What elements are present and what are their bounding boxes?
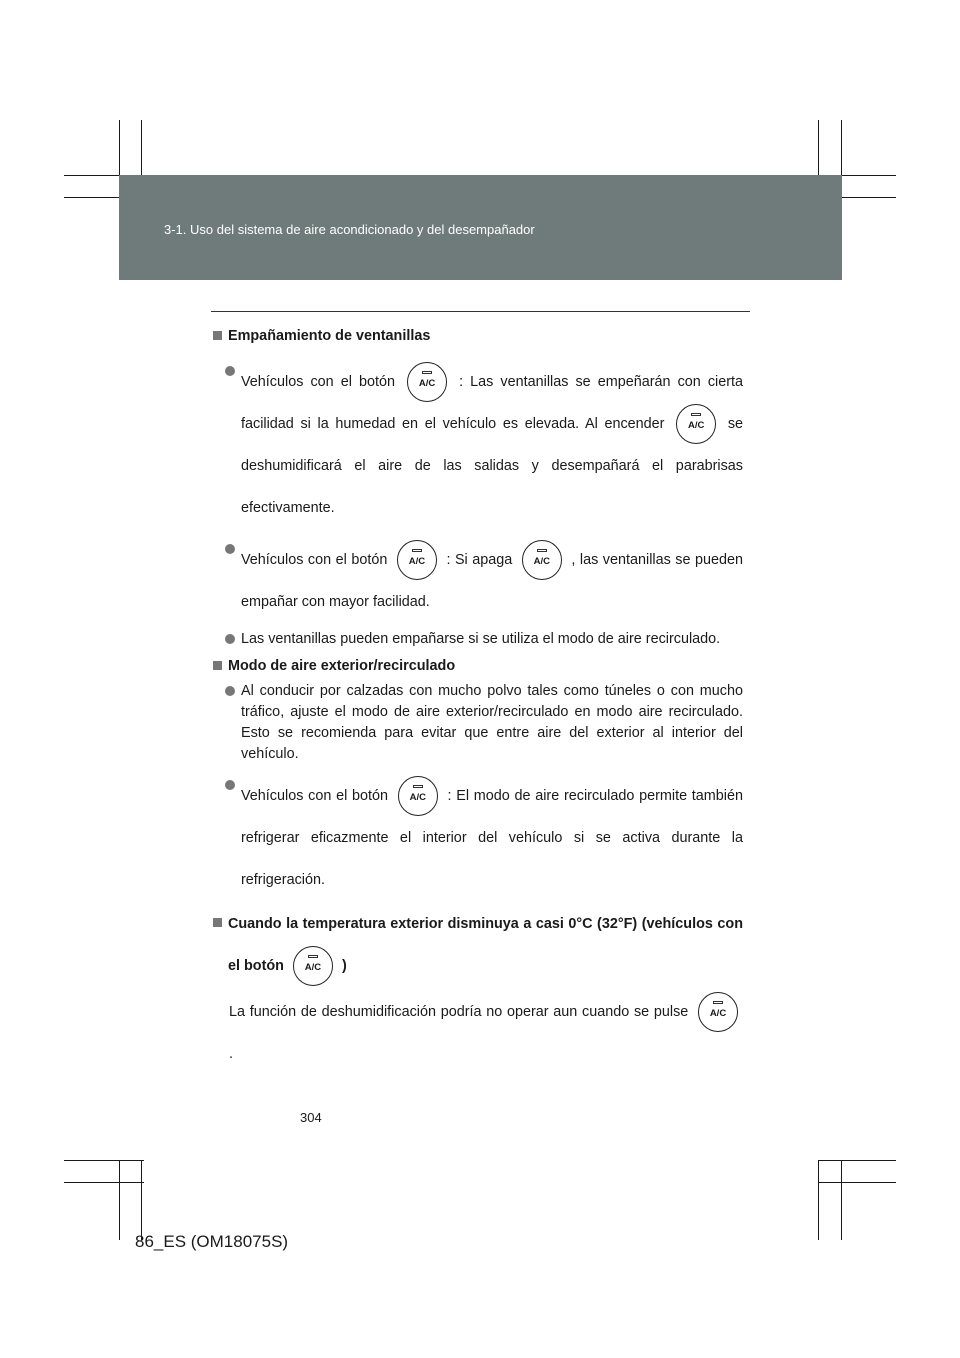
item-text: Al conducir por calzadas con mucho polvo tales como túneles o con mucho tráfico, ajuste el modo de aire exterior/recirculado en modo aire recirculado. Esto se recomienda para evitar que entre aire del exterior al interior del vehículo.	[241, 683, 743, 762]
item-text: Vehículos con el botón	[241, 788, 389, 804]
section-title: Empañamiento de ventanillas	[228, 328, 431, 344]
ac-button-icon: A/C	[522, 540, 562, 580]
section-rule	[211, 311, 750, 312]
ac-button-icon: A/C	[397, 540, 437, 580]
list-item	[225, 629, 743, 650]
crop-mark	[818, 1160, 896, 1161]
round-bullet-icon	[225, 780, 235, 790]
section-title: Modo de aire exterior/recirculado	[228, 658, 456, 674]
ac-button-icon: A/C	[398, 776, 438, 816]
list-item	[225, 539, 743, 623]
round-bullet-icon	[225, 634, 235, 644]
section-title: )	[341, 958, 347, 974]
crop-mark	[141, 1160, 142, 1240]
ac-button-icon: A/C	[293, 946, 333, 986]
item-text: : Si apaga	[446, 552, 513, 568]
round-bullet-icon	[225, 544, 235, 554]
ac-button-icon: A/C	[407, 362, 447, 402]
square-bullet-icon	[213, 918, 222, 927]
crop-mark	[64, 1182, 144, 1183]
section-title: Cuando la temperatura exterior disminuya a casi 0°C (32°F) (vehículos con el botón	[228, 916, 743, 974]
square-bullet-icon	[213, 661, 222, 670]
item-text: Vehículos con el botón	[241, 374, 395, 390]
paragraph	[229, 991, 743, 1075]
crop-mark	[818, 1182, 896, 1183]
crop-mark	[841, 1160, 842, 1240]
round-bullet-icon	[225, 366, 235, 376]
ac-button-icon: A/C	[676, 404, 716, 444]
crop-mark	[119, 1160, 120, 1240]
section-heading	[213, 656, 743, 677]
list-item	[225, 775, 743, 901]
square-bullet-icon	[213, 331, 222, 340]
page-content	[213, 326, 743, 1075]
paragraph-text: .	[229, 1046, 233, 1062]
round-bullet-icon	[225, 686, 235, 696]
header-band	[119, 175, 842, 280]
page-number: 304	[300, 1110, 322, 1125]
item-text: : El modo de aire recirculado permite también refrigerar eficazmente el interior del vehículo si se activa durante la refrigeración.	[241, 788, 743, 888]
list-item	[225, 361, 743, 529]
header-title: 3-1. Uso del sistema de aire acondicionado y del desempañador	[164, 222, 535, 237]
paragraph-text: La función de deshumidificación podría no operar aun cuando se pulse	[229, 1004, 689, 1020]
item-text: se deshumidificará el aire de las salidas y desempañará el parabrisas efectivamente.	[241, 416, 744, 516]
ac-button-icon: A/C	[698, 992, 738, 1032]
item-text: Las ventanillas pueden empañarse si se utiliza el modo de aire recirculado.	[241, 631, 721, 647]
document-code: 86_ES (OM18075S)	[135, 1232, 289, 1251]
item-text: : Las ventanillas se empeñarán con cierta facilidad si la humedad en el vehículo es elevada. Al encender	[241, 374, 744, 432]
item-text: , las ventanillas se pueden empañar con mayor facilidad.	[241, 552, 744, 610]
section-heading	[213, 326, 743, 347]
crop-mark	[818, 1160, 819, 1240]
section-heading	[213, 903, 743, 987]
list-item	[225, 681, 743, 765]
crop-mark	[64, 1160, 144, 1161]
item-text: Vehículos con el botón	[241, 552, 388, 568]
